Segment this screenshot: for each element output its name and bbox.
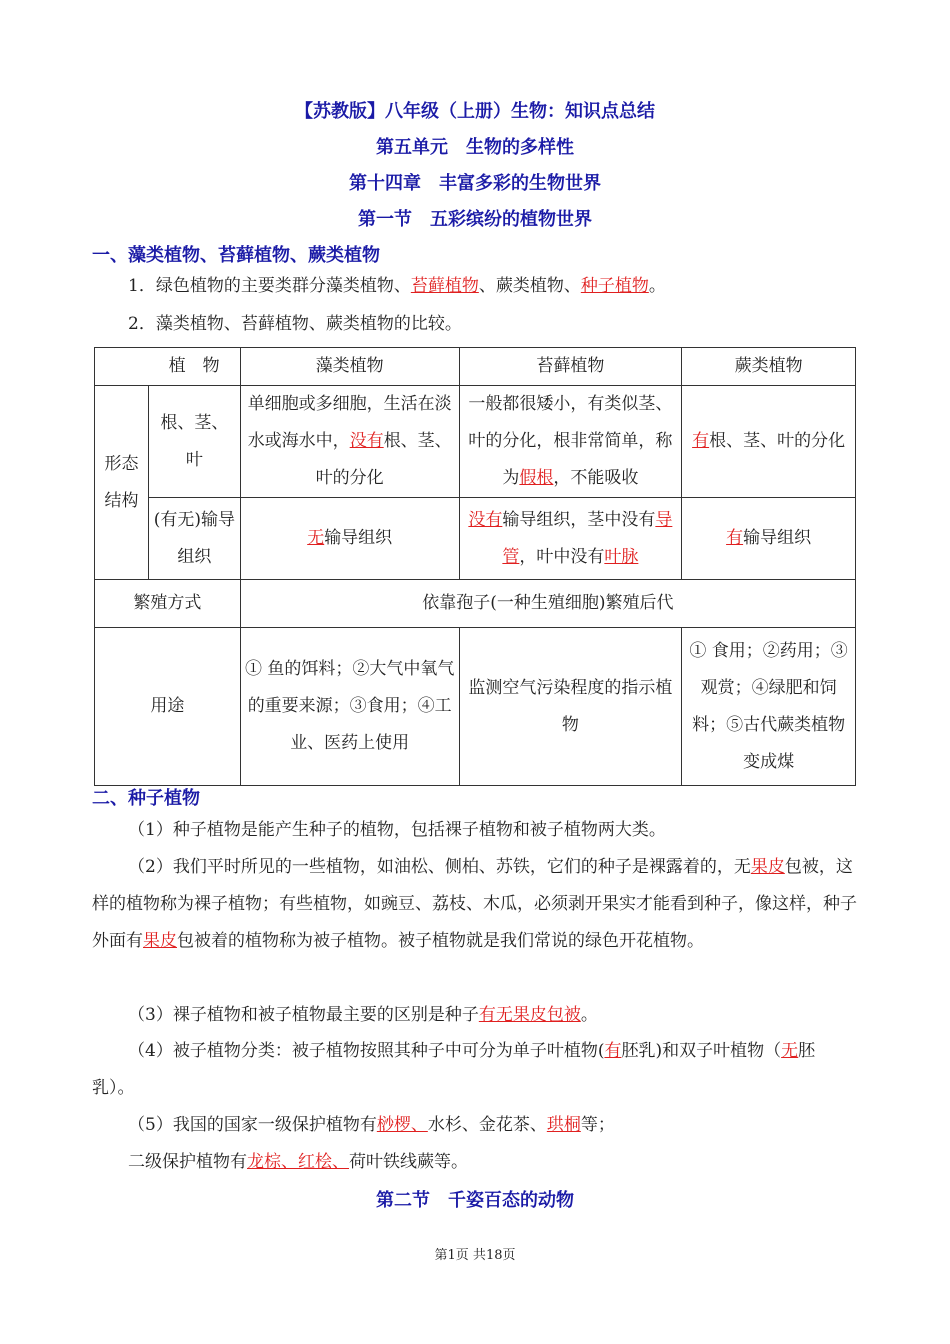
- header-fern: 蕨类植物: [682, 348, 856, 386]
- repro-label: 繁殖方式: [95, 580, 241, 628]
- algae-use-cell: ① 鱼的饵料；②大气中氧气的重要来源；③食用；④工业、医药上使用: [240, 628, 459, 786]
- header-moss: 苔藓植物: [459, 348, 682, 386]
- fern-use-cell: ① 食用；②药用；③观赏；④绿肥和饲料；⑤古代蕨类植物变成煤: [682, 628, 856, 786]
- header-plant: 植 物: [148, 348, 240, 386]
- header-algae: 藻类植物: [240, 348, 459, 386]
- part2-paragraph-4: （4）被子植物分类：被子植物按照其种子中可分为单子叶植物(有胚乳)和双子叶植物（无胚乳）。: [92, 1041, 816, 1098]
- page-footer: 第1页 共18页: [434, 1248, 516, 1263]
- moss-vascular-cell: 没有输导组织，茎中没有导管，叶中没有叶脉: [459, 498, 682, 580]
- section2-title: 第二节 千姿百态的动物: [376, 1190, 574, 1211]
- algae-vascular-cell: 无输导组织: [240, 498, 459, 580]
- doc-title: 【苏教版】八年级（上册）生物：知识点总结: [295, 101, 655, 122]
- part2-paragraph-2: （2）我们平时所见的一些植物，如油松、侧柏、苏铁，它们的种子是裸露着的，无果皮包被，这样的植物称为裸子植物；有些植物，如豌豆、荔枝、木瓜，必须剥开果实才能看到种子，像这样，种子外面有果皮包被着的植物称为被子植物。被子植物就是我们常说的绿色开花植物。: [92, 857, 857, 951]
- part2-paragraph-3: （3）裸子植物和被子植物最主要的区别是种子有无果皮包被。: [128, 1005, 598, 1025]
- part2-paragraph-6: 二级保护植物有龙棕、红桧、荷叶铁线蕨等。: [128, 1152, 468, 1172]
- part1-paragraph-1: 1．绿色植物的主要类群分藻类植物、苔藓植物、蕨类植物、种子植物。: [128, 276, 666, 296]
- page-number: 1: [447, 1248, 456, 1263]
- part1-heading: 一、藻类植物、苔藓植物、蕨类植物: [92, 245, 380, 266]
- moss-use-cell: 监测空气污染程度的指示植物: [459, 628, 682, 786]
- unit-title: 第五单元 生物的多样性: [376, 137, 574, 158]
- table-row: [95, 580, 856, 628]
- comparison-table: [94, 347, 856, 786]
- repro-value: 依靠孢子(一种生殖细胞)繁殖后代: [240, 580, 855, 628]
- morph-label: 形态结构: [95, 386, 149, 580]
- table-row: [95, 628, 856, 786]
- fern-structure-cell: 有根、茎、叶的分化: [682, 386, 856, 498]
- row2-label: (有无)输导组织: [148, 498, 240, 580]
- algae-structure-cell: 单细胞或多细胞，生活在淡水或海水中，没有根、茎、叶的分化: [240, 386, 459, 498]
- part1-paragraph-2: 2．藻类植物、苔藓植物、蕨类植物的比较。: [128, 314, 462, 334]
- fern-vascular-cell: 有输导组织: [682, 498, 856, 580]
- table-row: [95, 498, 856, 580]
- row1-label: 根、茎、叶: [148, 386, 240, 498]
- chapter-title: 第十四章 丰富多彩的生物世界: [349, 173, 601, 194]
- use-label: 用途: [95, 628, 241, 786]
- table-row: [95, 386, 856, 498]
- total-pages: 18: [485, 1248, 503, 1263]
- part2-paragraph-1: （1）种子植物是能产生种子的植物，包括裸子植物和被子植物两大类。: [128, 820, 666, 840]
- part2-paragraph-5: （5）我国的国家一级保护植物有桫椤、水杉、金花茶、珙桐等；: [128, 1115, 615, 1135]
- moss-structure-cell: 一般都很矮小，有类似茎、叶的分化，根非常简单，称为假根，不能吸收: [459, 386, 682, 498]
- part2-heading: 二、种子植物: [92, 788, 200, 809]
- section1-title: 第一节 五彩缤纷的植物世界: [358, 209, 592, 230]
- table-header-row: [95, 348, 856, 386]
